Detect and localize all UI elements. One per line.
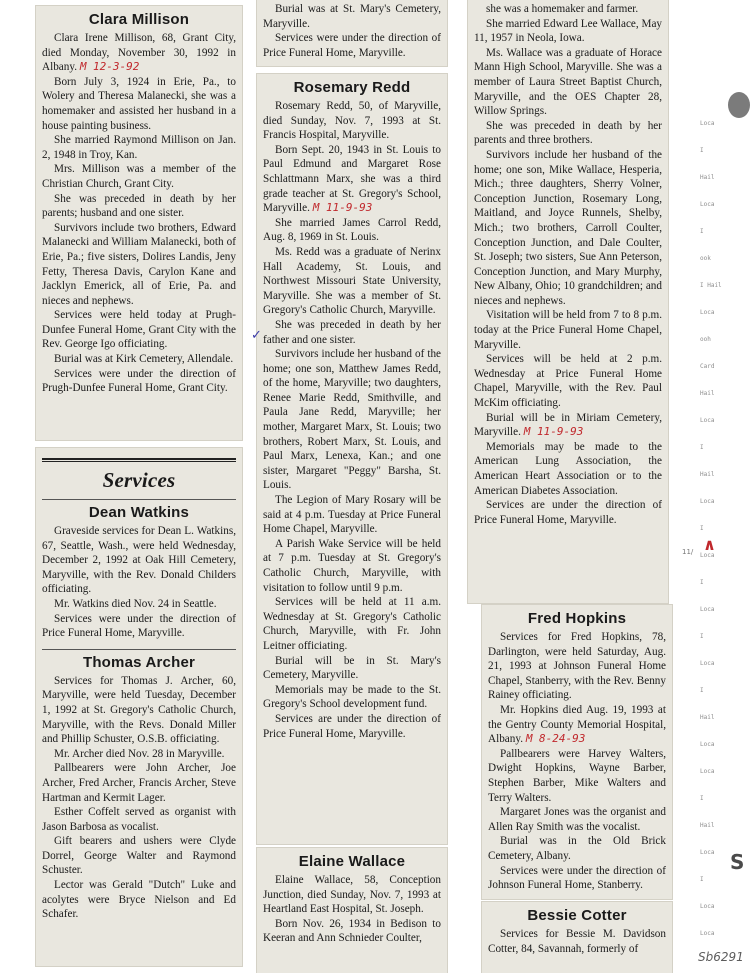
- paragraph: Rosemary Redd, 50, of Maryville, died Sunday, Nov. 7, 1993 at St. Francis Hospital, Maryville.: [263, 100, 441, 142]
- paragraph: She was preceded in death by her parents and three brothers.: [474, 119, 662, 147]
- margin-fragment: Loca: [700, 660, 715, 667]
- margin-fragment: I: [700, 795, 704, 802]
- clipping-elaine-wallace: [257, 848, 447, 973]
- margin-fragment: Hail: [700, 822, 715, 829]
- paragraph: Services will be held at 11 a.m. Wednesday at St. Gregory's Catholic Church, Maryville, with Fr. John Leitner officiating.: [263, 596, 441, 652]
- paragraph: Mr. Archer died Nov. 28 in Maryville.: [54, 747, 225, 760]
- margin-fragment: I Hail: [700, 282, 722, 289]
- obituary-title: Clara Millison: [88, 11, 190, 28]
- paragraph: Services were under the direction of Price Funeral Home, Maryville.: [263, 32, 441, 59]
- handwritten-date-note: M 12-3-92: [79, 60, 140, 74]
- paragraph: Mr. Hopkins died Aug. 19, 1993 at the Gentry County Memorial Hospital, Albany. M 8-24-93: [488, 703, 666, 746]
- clipping-wallace-continued: [468, 0, 668, 603]
- clipping-clara-millison: [36, 6, 242, 440]
- paragraph: Services for Bessie M. Davidson Cotter, 84, Savannah, formerly of: [488, 928, 666, 955]
- paragraph: Survivors include two brothers, Edward Malanecki and William Malanecki, both of Erie, Pa.; five sisters, Dolires Landis, Jeny Fetty, Theresa Davis, Carylon Kane and Jacklyn Emerick, all of Erie, Pa. and nieces and nephews.: [42, 221, 236, 307]
- margin-fragment: Loca: [700, 849, 715, 856]
- paragraph: Esther Coffelt served as organist with Jason Barbosa as vocalist.: [42, 806, 236, 833]
- handwritten-check-mark: ✓: [251, 328, 262, 343]
- margin-fragment: Hail: [700, 471, 715, 478]
- paragraph: Services are under the direction of Price Funeral Home, Maryville.: [263, 712, 441, 740]
- paragraph: Burial was at Kirk Cemetery, Allendale.: [54, 353, 234, 366]
- bleed-through-margin-text: [700, 110, 744, 947]
- divider: [42, 649, 236, 650]
- margin-fragment: Hail: [700, 714, 715, 721]
- margin-fragment: I: [700, 687, 704, 694]
- margin-fragment: I: [700, 444, 704, 451]
- clipping-services: [36, 448, 242, 966]
- margin-fragment: ooh: [700, 336, 711, 343]
- handwritten-date-note: M 11-9-93: [523, 425, 584, 439]
- paragraph: Pallbearers were John Archer, Joe Archer, Fred Archer, Francis Archer, Steve Hartman and Kermit Lager.: [42, 762, 236, 804]
- clipping-burial-continued: [257, 0, 447, 66]
- paragraph: Graveside services for Dean L. Watkins, 67, Seattle, Wash., were held Wednesday, December 2, 1992 at Oak Hill Cemetery, Maryville, with the Rev. Donald Childers officiating.: [42, 525, 236, 596]
- paragraph: Mr. Watkins died Nov. 24 in Seattle.: [54, 597, 217, 610]
- paragraph: Services were under the direction of Prugh-Dunfee Funeral Home, Grant City.: [42, 367, 236, 395]
- margin-fragment: Loca: [700, 552, 715, 559]
- paragraph: She was preceded in death by her parents; husband and one sister.: [42, 192, 236, 220]
- clipping-bessie-cotter: [482, 902, 672, 973]
- margin-fragment: Hail: [700, 390, 715, 397]
- paragraph: Mrs. Millison was a member of the Christian Church, Grant City.: [42, 163, 236, 190]
- margin-fragment: I: [700, 633, 704, 640]
- paragraph: Born Nov. 26, 1934 in Bedison to Keeran and Ann Schnieder Coulter,: [263, 917, 441, 945]
- paragraph: Services for Fred Hopkins, 78, Darlington, were held Saturday, Aug. 21, 1993 at Johnson Funeral Home Chapel, Stanberry, with the Rev. Benny Rainey officiating.: [488, 631, 666, 702]
- paragraph: Burial was in the Old Brick Cemetery, Albany.: [488, 835, 666, 862]
- paragraph: Gift bearers and ushers were Clyde Dorrel, George Walter and Raymond Schuster.: [42, 835, 236, 877]
- paragraph: She married James Carrol Redd, Aug. 8, 1969 in St. Louis.: [263, 216, 441, 244]
- paragraph: Memorials may be made to the American Lung Association, the American Heart Association or to the American Diabetes Association.: [474, 440, 662, 497]
- margin-fragment: Loca: [700, 417, 715, 424]
- margin-fragment: I: [700, 228, 704, 235]
- hole-punch-mark: [728, 92, 750, 118]
- margin-fragment: Loca: [700, 309, 715, 316]
- margin-fragment: I: [700, 579, 704, 586]
- handwritten-date-note: M 11-9-93: [312, 201, 373, 215]
- obituary-title: Bessie Cotter: [527, 907, 627, 924]
- margin-fragment: Loca: [700, 201, 715, 208]
- paragraph: Visitation will be held from 7 to 8 p.m. today at the Price Funeral Home Chapel, Maryville.: [474, 309, 662, 351]
- margin-fragment: Card: [700, 363, 715, 370]
- margin-fragment: Hail: [700, 174, 715, 181]
- margin-fragment: Loca: [700, 606, 715, 613]
- red-margin-mark: ∧: [703, 535, 716, 554]
- paragraph: She was preceded in death by her father and one sister.: [263, 318, 441, 346]
- paragraph: Margaret Jones was the organist and Allen Ray Smith was the vocalist.: [488, 806, 666, 833]
- margin-fragment: Loca: [700, 741, 715, 748]
- paragraph: Clara Irene Millison, 68, Grant City, died Monday, November 30, 1992 in Albany. M 12-3-92: [42, 32, 236, 74]
- paragraph: Born Sept. 20, 1943 in St. Louis to Paul Edmund and Margaret Rose Schlattmann Marx, she was a third grade teacher at St. Gregory's School, Maryville. M 11-9-93: [263, 143, 441, 215]
- clipping-rosemary-redd: [257, 74, 447, 844]
- paragraph: Services will be held at 2 p.m. Wednesday at Price Funeral Home Chapel, Maryville, with the Rev. Paul McKim officiating.: [474, 353, 662, 410]
- obituary-title: Rosemary Redd: [293, 79, 411, 96]
- margin-fragment: Loca: [700, 930, 715, 937]
- paragraph: The Legion of Mary Rosary will be said at 4 p.m. Tuesday at Price Funeral Home Chapel, Maryville.: [263, 494, 441, 536]
- paragraph: She married Raymond Millison on Jan. 2, 1948 in Troy, Kan.: [42, 134, 236, 161]
- paragraph: Services for Thomas J. Archer, 60, Maryville, were held Tuesday, December 1, 1992 at St. Gregory's Catholic Church, Maryville, with the Revs. Donald Miller and Phillip Schuster, O.S.B. officiating.: [42, 674, 236, 746]
- paragraph: Burial will be in Miriam Cemetery, Maryville. M 11-9-93: [474, 411, 662, 439]
- paragraph: Pallbearers were Harvey Walters, Dwight Hopkins, Wayne Barber, Stephen Barber, Mike Walters and Terry Walters.: [488, 747, 666, 804]
- paragraph: Services were held today at Prugh-Dunfee Funeral Home, Grant City with the Rev. George Igo officiating.: [42, 309, 236, 351]
- catalog-id: Sb6291: [698, 950, 744, 964]
- paragraph: Elaine Wallace, 58, Conception Junction, died Sunday, Nov. 7, 1993 at Heartland East Hospital, St. Joseph.: [263, 874, 441, 916]
- margin-fragment: I: [700, 147, 704, 154]
- section-title: Services: [102, 468, 176, 492]
- paragraph: Burial was at St. Mary's Cemetery, Maryville.: [263, 3, 441, 30]
- obituary-title: Dean Watkins: [88, 504, 190, 521]
- obituary-title: Thomas Archer: [82, 653, 196, 671]
- paragraph: Survivors include her husband of the home; one son, Matthew James Redd, of the home, Maryville; two daughters, Renee Marie Redd, Smithville, and Paula Jane Redd, Maryville; her mother, Margaret Marx, St. Louis; two brothers, Robert Marx, St. Louis, and Paul Marx, Lenexa, Kan.; and one sister, Margaret "Peggy" Barsha, St. Louis.: [263, 348, 441, 492]
- clipping-fred-hopkins: [482, 605, 672, 899]
- divider: [42, 499, 236, 500]
- obituary-title: Fred Hopkins: [527, 610, 627, 627]
- s-mark: S: [730, 850, 745, 874]
- obituary-title: Elaine Wallace: [298, 853, 406, 870]
- paragraph: Survivors include her husband of the home; one son, Mike Wallace, Hesperia, Mich.; three daughters, Sherry Volner, Conception Junction, Rosemary Long, Maitland, and Joyce Runnels, Shelby, Mich.; two brothers, Carroll Coulter, Conception Junction, and Dale Coulter, St. Joseph; two sisters, Sue Ann Peterson, Conception Junction, and Mary Murphy, New Albany, Ohio; 10 grandchildren; and nieces and nephews.: [474, 148, 662, 307]
- paragraph: Memorials may be made to the St. Gregory's School development fund.: [263, 683, 441, 711]
- paragraph: Ms. Wallace was a graduate of Horace Mann High School, Maryville. She was a member of Laura Street Baptist Church, Maryville, and the OES Chapter 28, Willow Springs.: [474, 46, 662, 118]
- margin-fragment: Loca: [700, 768, 715, 775]
- paragraph: Lector was Gerald "Dutch" Luke and acolytes were Bryce Nielson and Ed Schafer.: [42, 879, 236, 921]
- paragraph: Ms. Redd was a graduate of Nerinx Hall Academy, St. Louis, and Northwest Missouri State University, Maryville. She was a member of St. Gregory's Catholic Church, Maryville.: [263, 245, 441, 317]
- paragraph: she was a homemaker and farmer.: [486, 3, 639, 15]
- margin-fragment: I: [700, 525, 704, 532]
- section-rule: [42, 458, 236, 462]
- paragraph: A Parish Wake Service will be held at 7 p.m. Tuesday at St. Gregory's Catholic Church, Maryville, with visitation to follow until 9 p.m.: [263, 537, 441, 594]
- paragraph: Services were under the direction of Johnson Funeral Home, Stanberry.: [488, 864, 666, 892]
- margin-fragment: I: [700, 876, 704, 883]
- margin-fragment: Loca: [700, 498, 715, 505]
- small-margin-mark: 11/: [682, 548, 694, 556]
- margin-fragment: Loca: [700, 120, 715, 127]
- handwritten-date-note: M 8-24-93: [525, 732, 586, 746]
- paragraph: Burial will be in St. Mary's Cemetery, Maryville.: [263, 654, 441, 682]
- paragraph: Services are under the direction of Price Funeral Home, Maryville.: [474, 499, 662, 526]
- paragraph: Born July 3, 1924 in Erie, Pa., to Wolery and Theresa Malanecki, she was a homemaker and assisted her husband in a house painting business.: [42, 75, 236, 132]
- margin-fragment: ook: [700, 255, 711, 262]
- paragraph: She married Edward Lee Wallace, May 11, 1957 in Neola, Iowa.: [474, 17, 662, 45]
- margin-fragment: Loca: [700, 903, 715, 910]
- paragraph: Services were under the direction of Price Funeral Home, Maryville.: [42, 612, 236, 640]
